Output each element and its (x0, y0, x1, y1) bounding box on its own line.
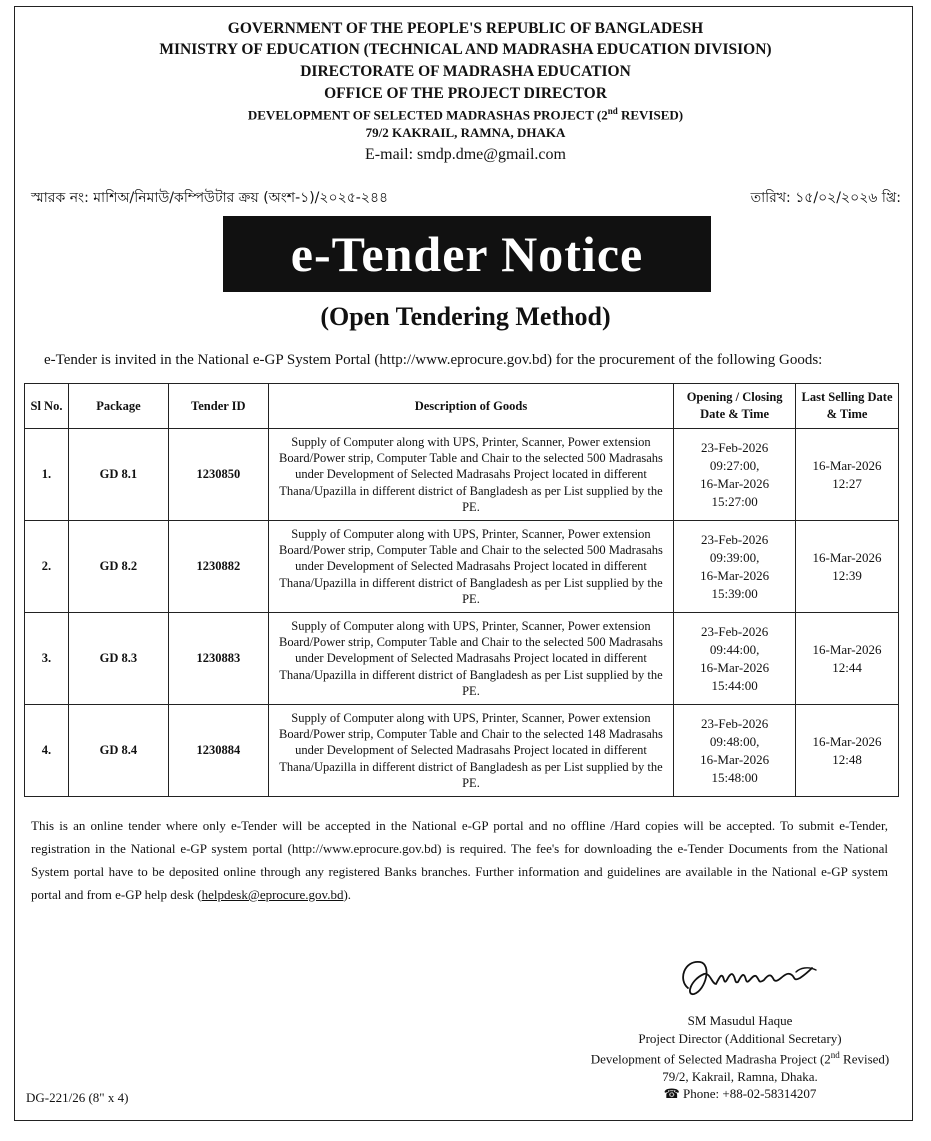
header-address: 79/2 KAKRAIL, RAMNA, DHAKA (365, 125, 566, 140)
cell-opening-closing: 23-Feb-2026 09:27:00, 16-Mar-2026 15:27:00 (674, 429, 796, 521)
cell-sl: 1. (25, 429, 69, 521)
table-row (25, 521, 899, 613)
header-opening-closing: Opening / Closing Date & Time (674, 384, 796, 429)
cell-last-selling: 16-Mar-2026 12:48 (796, 705, 899, 797)
cell-opening-closing: 23-Feb-2026 09:48:00, 16-Mar-2026 15:48:00 (674, 705, 796, 797)
cell-opening-closing: 23-Feb-2026 09:39:00, 16-Mar-2026 15:39:00 (674, 521, 796, 613)
cell-tender-id: 1230884 (168, 705, 268, 797)
header-office: OFFICE OF THE PROJECT DIRECTOR (324, 85, 607, 102)
cell-sl: 2. (25, 521, 69, 613)
table-row (25, 429, 899, 521)
phone-icon: ☎ (663, 1086, 680, 1102)
table-row (25, 705, 899, 797)
header-description: Description of Goods (268, 384, 673, 429)
dg-reference: DG-221/26 (8" x 4) (26, 1090, 129, 1105)
cell-package: GD 8.3 (68, 613, 168, 705)
cell-description: Supply of Computer along with UPS, Printer, Scanner, Power extension Board/Power strip, Computer Table and Chair to the selected 148 Madrasahs under Development of Selected Madrasahs Project located in different Thana/Upazilla in different district of Bangladesh as per List supplied by the PE. (268, 705, 673, 797)
header-government: GOVERNMENT OF THE PEOPLE'S REPUBLIC OF BANGLADESH (227, 20, 704, 37)
cell-opening-closing: 23-Feb-2026 09:44:00, 16-Mar-2026 15:44:00 (674, 613, 796, 705)
header-last-selling: Last Selling Date & Time (796, 384, 899, 429)
cell-description: Supply of Computer along with UPS, Printer, Scanner, Power extension Board/Power strip, Computer Table and Chair to the selected 500 Madrasahs under Development of Selected Madrasahs Project located in different Thana/Upazilla in different district of Bangladesh as per List supplied by the PE. (268, 429, 673, 521)
signatory-block (540, 1012, 931, 1103)
tender-table (24, 383, 899, 797)
table-row (25, 613, 899, 705)
signatory-project: Development of Selected Madrasha Project (2nd Revised) (590, 1050, 890, 1067)
cell-sl: 3. (25, 613, 69, 705)
header-directorate: DIRECTORATE OF MADRASHA EDUCATION (300, 63, 631, 80)
cell-sl: 4. (25, 705, 69, 797)
cell-tender-id: 1230850 (168, 429, 268, 521)
cell-description: Supply of Computer along with UPS, Printer, Scanner, Power extension Board/Power strip, Computer Table and Chair to the selected 500 Madrasahs under Development of Selected Madrasahs Project located in different Thana/Upazilla in different district of Bangladesh as per List supplied by the PE. (268, 613, 673, 705)
cell-last-selling: 16-Mar-2026 12:39 (796, 521, 899, 613)
header-sl: Sl No. (25, 384, 69, 429)
header-tender-id: Tender ID (168, 384, 268, 429)
table-header-row (25, 384, 899, 429)
cell-last-selling: 16-Mar-2026 12:44 (796, 613, 899, 705)
header-package: Package (68, 384, 168, 429)
signatory-phone: Phone: +88-02-58314207 (683, 1086, 817, 1102)
notice-title: e-Tender Notice (223, 216, 711, 292)
cell-package: GD 8.1 (68, 429, 168, 521)
signature (660, 950, 840, 1010)
cell-tender-id: 1230883 (168, 613, 268, 705)
cell-description: Supply of Computer along with UPS, Printer, Scanner, Power extension Board/Power strip, Computer Table and Chair to the selected 500 Madrasahs under Development of Selected Madrasahs Project located in different Thana/Upazilla in different district of Bangladesh as per List supplied by the PE. (268, 521, 673, 613)
cell-last-selling: 16-Mar-2026 12:27 (796, 429, 899, 521)
helpdesk-link[interactable]: helpdesk@eprocure.gov.bd (201, 887, 344, 902)
signatory-phone-line (540, 1085, 931, 1103)
notice-subtitle: (Open Tendering Method) (320, 302, 611, 331)
header-email: E-mail: smdp.dme@gmail.com (365, 146, 566, 163)
memo-reference: স্মারক নং: মাশিঅ/নিমাউ/কম্পিউটার ক্রয় (অংশ-১)/২০২৫-২৪৪ (31, 190, 389, 206)
cell-package: GD 8.2 (68, 521, 168, 613)
intro-text: e-Tender is invited in the National e-GP System Portal (http://www.eprocure.gov.bd) for the procurement of the following Goods: (44, 352, 823, 368)
signatory-name: SM Masudul Haque (687, 1013, 793, 1028)
cell-tender-id: 1230882 (168, 521, 268, 613)
signatory-designation: Project Director (Additional Secretary) (638, 1030, 842, 1046)
memo-date: তারিখ: ১৫/০২/২০২৬ খ্রি: (750, 190, 901, 206)
cell-package: GD 8.4 (68, 705, 168, 797)
signatory-address: 79/2, Kakrail, Ramna, Dhaka. (662, 1068, 818, 1084)
header-project: DEVELOPMENT OF SELECTED MADRASHAS PROJECT (2nd REVISED) (247, 106, 684, 123)
footer-instructions: This is an online tender where only e-Tender will be accepted in the National e-GP portal and no offline /Hard copies will be accepted. To submit e-Tender, registration in the National e-GP system portal (http://www.eprocure.gov.bd) is required. The fee's for downloading the e-Tender Documents from the National System portal have to be deposited online through any registered Banks branches. Further information and guidelines are available in the National e-GP system portal and from e-GP help desk (helpdesk@eprocure.gov.bd). (31, 818, 888, 902)
header-ministry: MINISTRY OF EDUCATION (TECHNICAL AND MADRASHA EDUCATION DIVISION) (159, 41, 772, 58)
